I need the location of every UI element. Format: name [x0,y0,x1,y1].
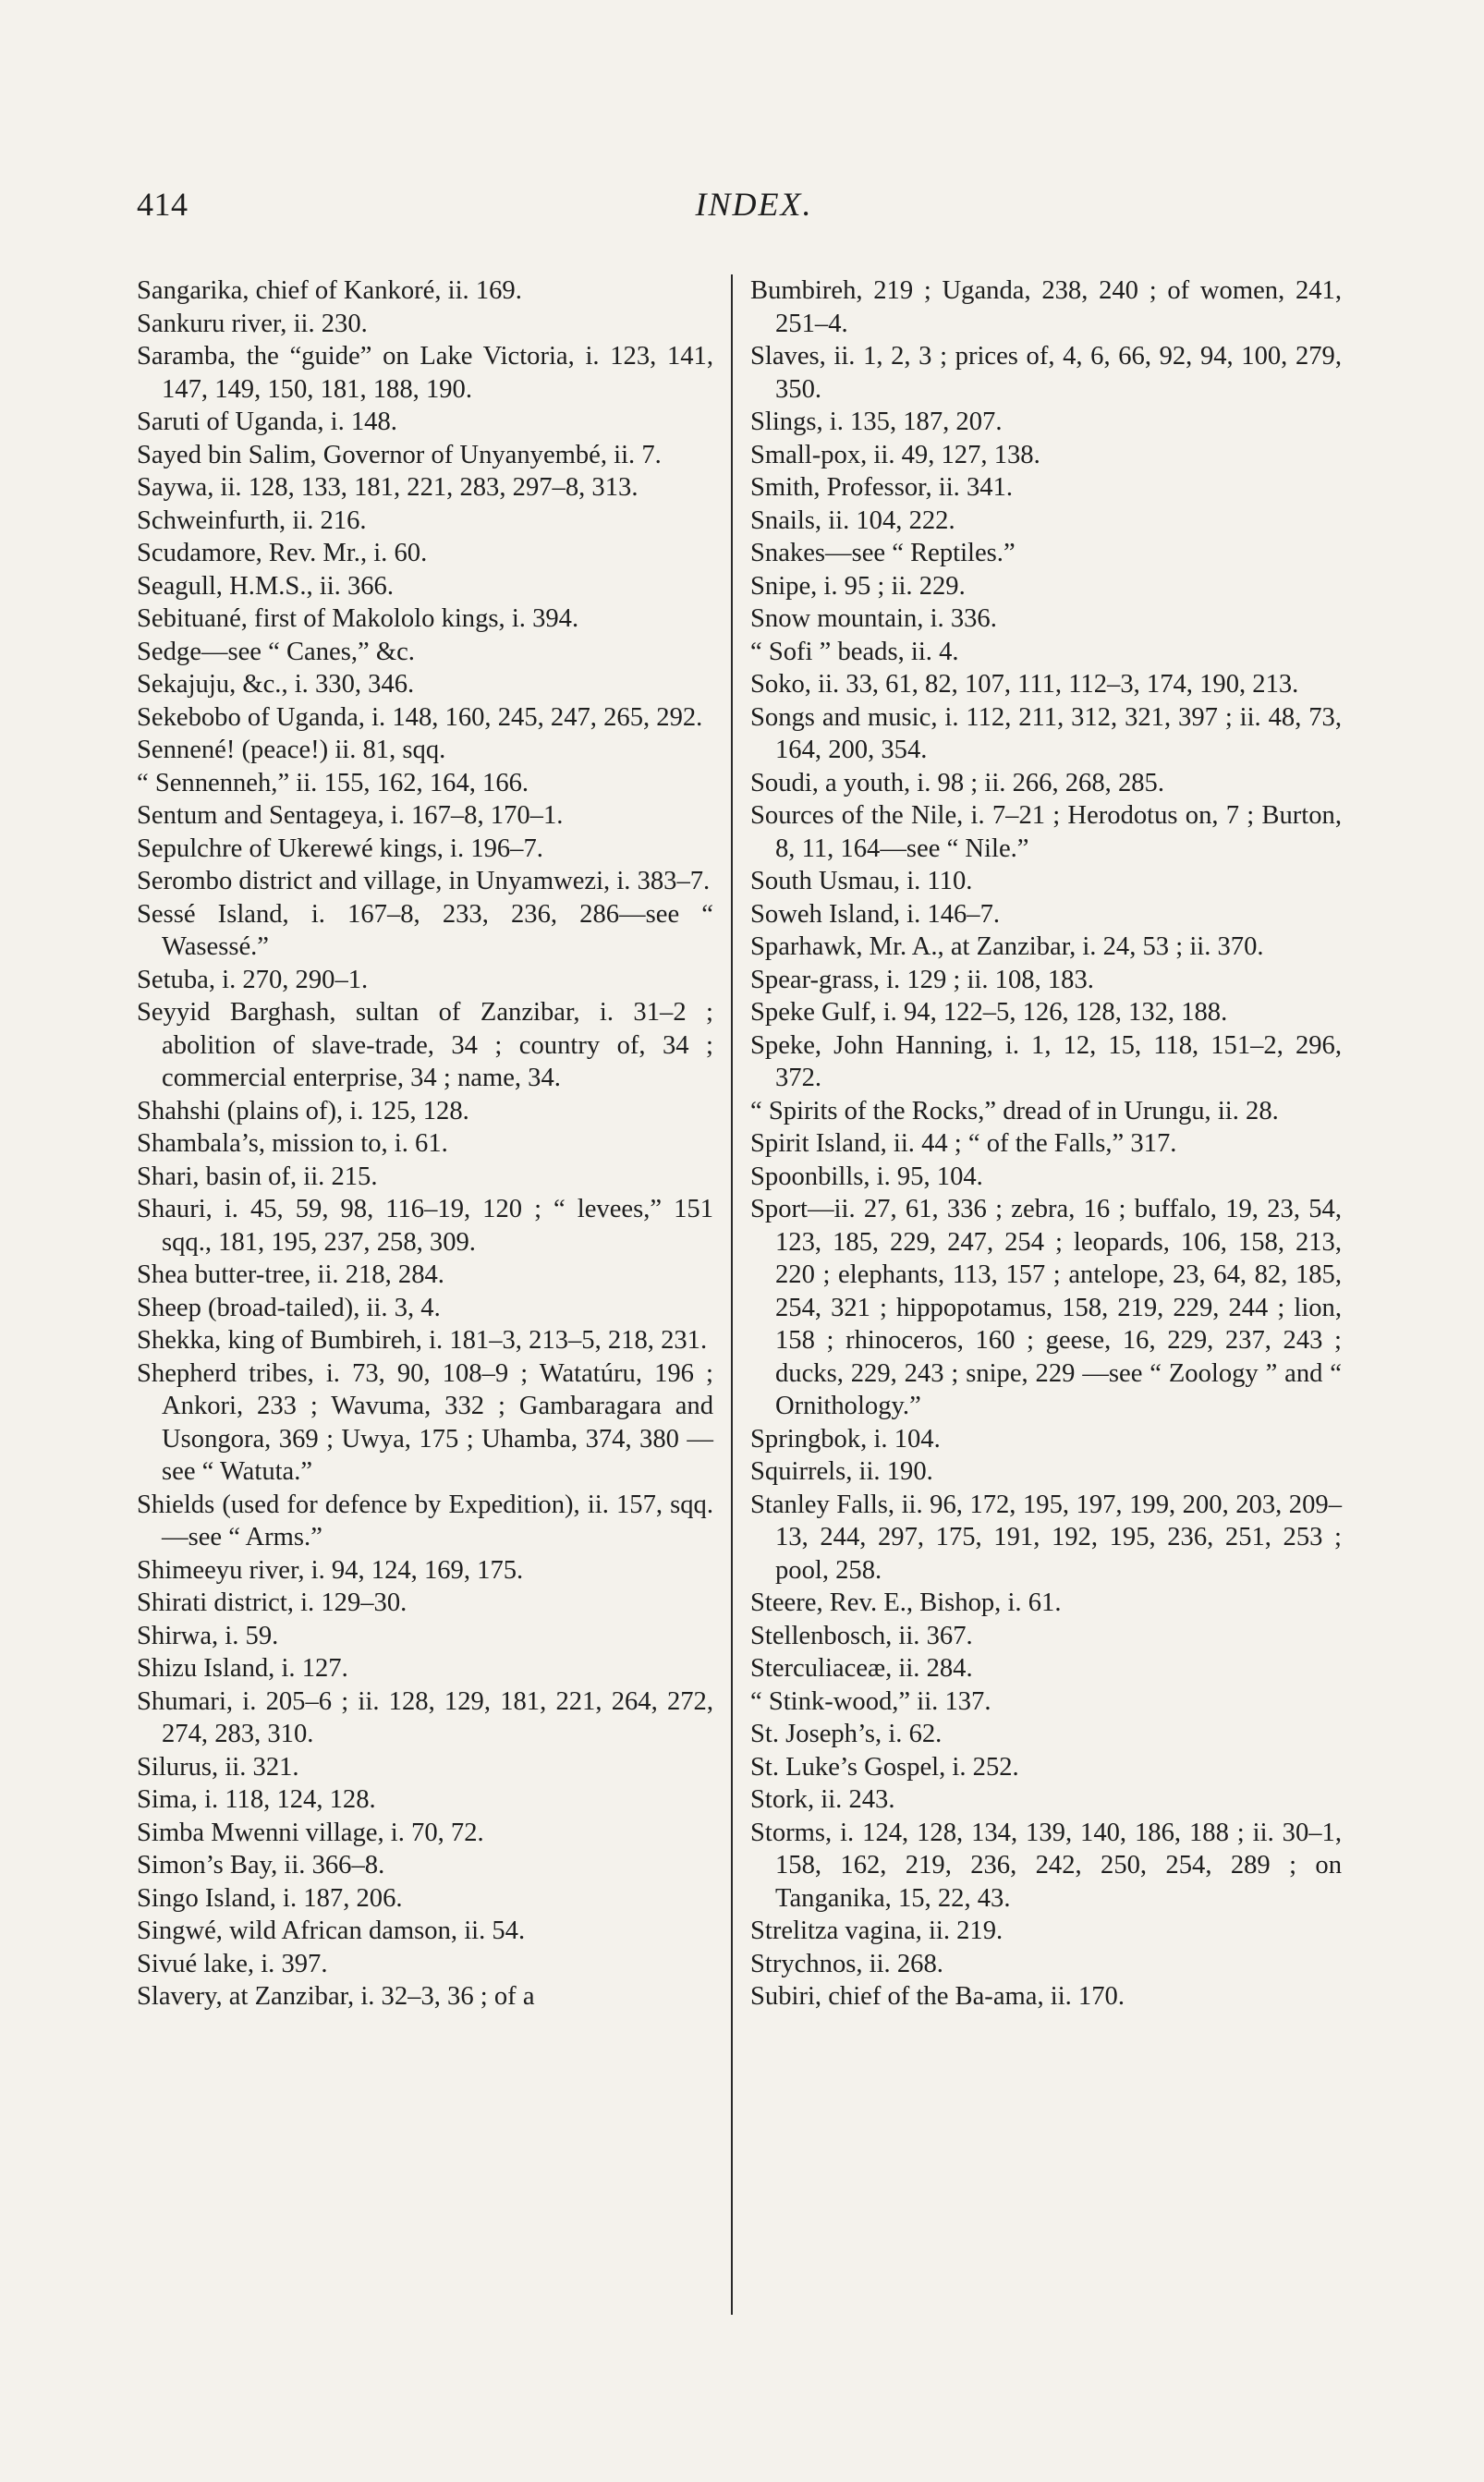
index-entry: Shahshi (plains of), i. 125, 128. [137,1096,469,1125]
index-entry: Saruti of Uganda, i. 148. [137,408,397,436]
index-entry: Singo Island, i. 187, 206. [137,1883,403,1913]
index-entry: St. Joseph’s, i. 62. [750,1720,943,1748]
index-entry: Slaves, ii. 1, 2, 3 ; prices of, 4, 6, 66, 92, 94, 100, 279, 350. [750,342,1342,404]
index-entry: Sayed bin Salim, Governor of Unyanyembé, ii. 7. [137,440,662,469]
index-entry: Saramba, the “guide” on Lake Victoria, i. 123, 141, 147, 149, 150, 181, 188, 190. [137,342,713,404]
index-entry: Shirati district, i. 129–30. [137,1588,407,1617]
index-entry: Snipe, i. 95 ; ii. 229. [750,571,966,601]
index-entry: Sennené! (peace!) ii. 81, sqq. [137,736,446,764]
index-entry: Shekka, king of Bumbireh, i. 181–3, 213–5, 218, 231. [137,1326,708,1355]
index-entry: Storms, i. 124, 128, 134, 139, 140, 186, 188 ; ii. 30–1, 158, 162, 219, 236, 242, 250, 254, 289 ; on Tanganika, 15, 22, 43. [750,1818,1342,1913]
index-entry: Shimeeyu river, i. 94, 124, 169, 175. [137,1555,524,1585]
index-entry: Sangarika, chief of Kankoré, ii. 169. [137,276,522,305]
index-entry: Sources of the Nile, i. 7–21 ; Herodotus on, 7 ; Burton, 8, 11, 164—see “ Nile.” [750,801,1342,863]
index-entry: Scudamore, Rev. Mr., i. 60. [137,539,428,567]
index-entry: Schweinfurth, ii. 216. [137,505,367,535]
index-entry: Spoonbills, i. 95, 104. [750,1162,983,1191]
index-entry: Seagull, H.M.S., ii. 366. [137,571,395,601]
index-entry: “ Spirits of the Rocks,” dread of in Urungu, ii. 28. [750,1096,1279,1125]
index-entry: Speke, John Hanning, i. 1, 12, 15, 118, 151–2, 296, 372. [750,1030,1342,1092]
index-entry: “ Sofi ” beads, ii. 4. [750,637,959,666]
index-entry: Soko, ii. 33, 61, 82, 107, 111, 112–3, 174, 190, 213. [750,670,1299,699]
index-entry: “ Sennenneh,” ii. 155, 162, 164, 166. [137,768,529,797]
index-entry: Simba Mwenni village, i. 70, 72. [137,1818,484,1847]
index-entry: Sterculiaceæ, ii. 284. [750,1654,973,1683]
index-entry: Subiri, chief of the Ba-ama, ii. 170. [750,1982,1125,2011]
index-entry: Sankuru river, ii. 230. [137,309,368,338]
index-entry: Serombo district and village, in Unyamwezi, i. 383–7. [137,867,711,895]
index-entry: Setuba, i. 270, 290–1. [137,965,369,994]
index-entry: Sivué lake, i. 397. [137,1949,328,1978]
index-entry: South Usmau, i. 110. [750,867,973,895]
index-entry: Songs and music, i. 112, 211, 312, 321, 397 ; ii. 48, 73, 164, 200, 354. [750,702,1342,764]
index-entry: Shumari, i. 205–6 ; ii. 128, 129, 181, 221, 264, 272, 274, 283, 310. [137,1686,713,1748]
index-entry: Sekajuju, &c., i. 330, 346. [137,670,415,699]
index-entry: Shields (used for defence by Expedition), ii. 157, sqq.—see “ Arms.” [137,1490,713,1551]
index-entry: Strychnos, ii. 268. [750,1949,943,1978]
page-number: 414 [137,186,189,223]
index-entry: Saywa, ii. 128, 133, 181, 221, 283, 297–8, 313. [137,473,639,502]
index-entry: Seyyid Barghash, sultan of Zanzibar, i. 31–2 ; abolition of slave-trade, 34 ; country of, 34 ; commercial enterprise, 34 ; name, 34. [137,998,713,1092]
index-entry: Simon’s Bay, ii. 366–8. [137,1851,385,1880]
index-entry: Shea butter-tree, ii. 218, 284. [137,1260,444,1289]
index-entry: Stellenbosch, ii. 367. [750,1621,973,1650]
index-entry: Shepherd tribes, i. 73, 90, 108–9 ; Watatúru, 196 ; Ankori, 233 ; Wavuma, 332 ; Gambaragara and Usongora, 369 ; Uwya, 175 ; Uhamba, 374, 380 —see “ Watuta.” [137,1358,713,1486]
index-entry: Small-pox, ii. 49, 127, 138. [750,440,1040,469]
index-entry: Sepulchre of Ukerewé kings, i. 196–7. [137,833,543,863]
index-entry: Sedge—see “ Canes,” &c. [137,637,415,666]
index-entry: Shirwa, i. 59. [137,1621,279,1650]
index-entry: Shari, basin of, ii. 215. [137,1162,378,1191]
index-entry: Shambala’s, mission to, i. 61. [137,1129,448,1158]
index-entry: Spirit Island, ii. 44 ; “ of the Falls,” 317. [750,1129,1177,1158]
index-entry: Smith, Professor, ii. 341. [750,473,1014,502]
index-entry: Speke Gulf, i. 94, 122–5, 126, 128, 132, 188. [750,998,1228,1027]
index-entry: Snails, ii. 104, 222. [750,505,955,535]
index-entry: Snakes—see “ Reptiles.” [750,539,1016,567]
index-entry: “ Stink-wood,” ii. 137. [750,1686,991,1716]
index-entry: Springbok, i. 104. [750,1424,941,1454]
index-entry: St. Luke’s Gospel, i. 252. [750,1752,1019,1782]
index-entry: Bumbireh, 219 ; Uganda, 238, 240 ; of women, 241, 251–4. [750,276,1342,338]
running-head: INDEX. [695,186,813,223]
index-entry: Slings, i. 135, 187, 207. [750,408,1003,436]
index-entry: Stanley Falls, ii. 96, 172, 195, 197, 199, 200, 203, 209–13, 244, 297, 175, 191, 192, 195, 236, 251, 253 ; pool, 258. [750,1490,1342,1585]
index-entry: Shauri, i. 45, 59, 98, 116–19, 120 ; “ levees,” 151 sqq., 181, 195, 237, 258, 309. [137,1195,713,1257]
index-entry: Squirrels, ii. 190. [750,1457,933,1486]
index-entry: Sport—ii. 27, 61, 336 ; zebra, 16 ; buffalo, 19, 23, 54, 123, 185, 229, 247, 254 ; leopards, 106, 158, 213, 220 ; elephants, 113, 157 ; antelope, 23, 64, 82, 185, 254, 321 ; hippopotamus, 158, 219, 229, 244 ; lion, 158 ; rhinoceros, 160 ; geese, 16, 229, 237, 243 ; ducks, 229, 243 ; snipe, 229 —see “ Zoology ” and “ Ornithology.” [750,1195,1342,1420]
index-entry: Stork, ii. 243. [750,1785,895,1814]
index-entry: Sima, i. 118, 124, 128. [137,1785,376,1814]
index-column-right [750,274,1342,2014]
index-entry: Soudi, a youth, i. 98 ; ii. 266, 268, 285. [750,768,1164,797]
index-entry: Shizu Island, i. 127. [137,1654,348,1683]
index-entry: Sessé Island, i. 167–8, 233, 236, 286—see “ Wasessé.” [137,899,713,961]
column-divider [731,274,733,2315]
index-entry: Sheep (broad-tailed), ii. 3, 4. [137,1293,441,1322]
index-entry: Singwé, wild African damson, ii. 54. [137,1916,526,1945]
page-header [137,185,1371,233]
index-entry: Sekebobo of Uganda, i. 148, 160, 245, 247, 265, 292. [137,702,703,732]
index-entry: Sparhawk, Mr. A., at Zanzibar, i. 24, 53 ; ii. 370. [750,932,1264,961]
index-column-left [137,274,713,2014]
index-entry: Soweh Island, i. 146–7. [750,899,1001,929]
index-entry: Sentum and Sentageya, i. 167–8, 170–1. [137,801,564,830]
index-entry: Spear-grass, i. 129 ; ii. 108, 183. [750,965,1094,994]
index-entry: Sebituané, first of Makololo kings, i. 394. [137,604,579,633]
index-entry: Slavery, at Zanzibar, i. 32–3, 36 ; of a [137,1982,535,2011]
index-entry: Silurus, ii. 321. [137,1752,299,1782]
index-entry: Steere, Rev. E., Bishop, i. 61. [750,1588,1062,1617]
index-entry: Strelitza vagina, ii. 219. [750,1916,1004,1945]
index-entry: Snow mountain, i. 336. [750,604,997,633]
